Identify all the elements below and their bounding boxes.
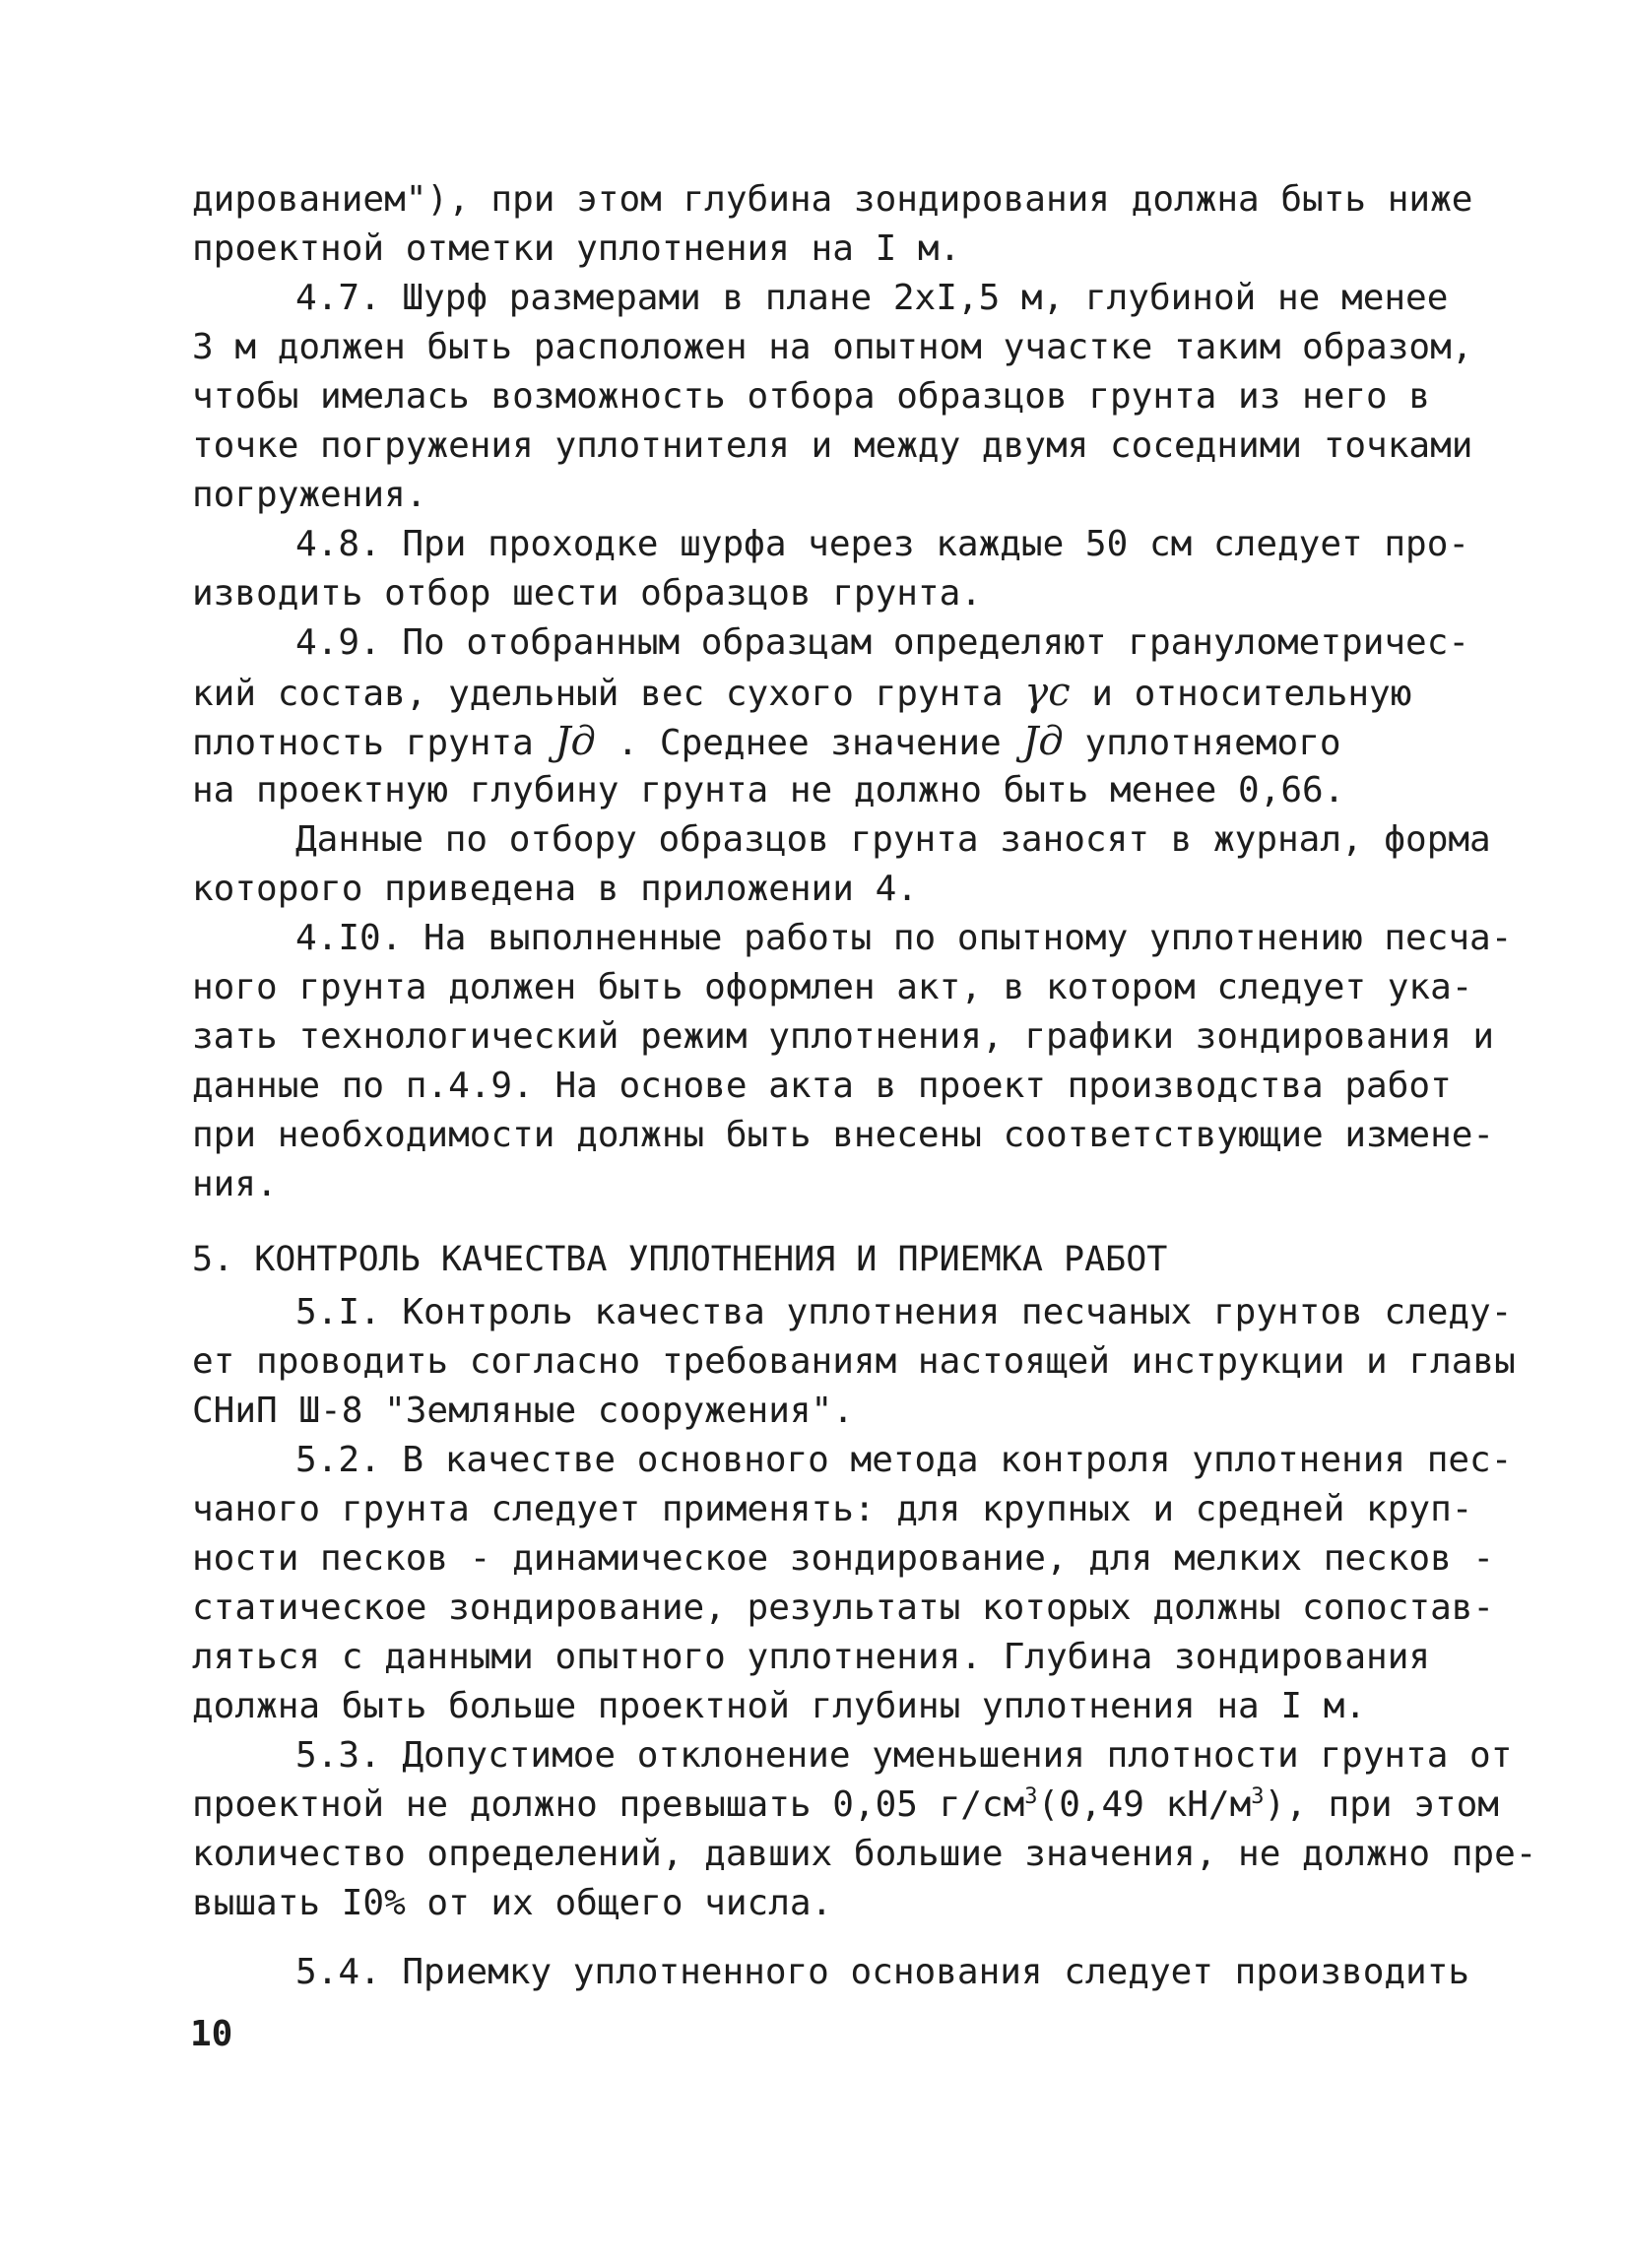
relative-density-symbol: Jд <box>1022 719 1064 764</box>
paragraph-5-2: 5.2. В качестве основного метода контроля уплотнения пес- <box>295 1440 1513 1480</box>
unit-weight-symbol: γc <box>1024 670 1071 715</box>
relative-density-symbol: Jд <box>554 719 596 764</box>
text-fragment: кий состав, удельный вес сухого грунта <box>192 674 1004 714</box>
text-fragment: проектной не должно превышать 0,05 г/см <box>192 1784 1025 1825</box>
paragraph-4-7: 4.7. Шурф размерами в плане 2xI,5 м, глубиной не менее <box>295 278 1449 318</box>
superscript: 3 <box>1251 1784 1265 1809</box>
text-line-with-symbol <box>192 717 1438 766</box>
text-line: 3 м должен быть расположен на опытном участке таким образом, <box>192 327 1473 367</box>
text-line: ния. <box>192 1164 278 1204</box>
text-fragment: ), при этом <box>1264 1784 1499 1825</box>
text-line: которого приведена в приложении 4. <box>192 869 918 909</box>
text-line: должна быть больше проектной глубины уплотнения на I м. <box>192 1686 1367 1726</box>
section-heading: 5. КОНТРОЛЬ КАЧЕСТВА УПЛОТНЕНИЯ И ПРИЕМКА РАБОТ <box>192 1240 1168 1279</box>
text-line: количество определений, давших большие значения, не должно пре- <box>192 1834 1537 1874</box>
superscript: 3 <box>1024 1784 1038 1809</box>
paragraph-4-9: 4.9. По отобранным образцам определяют гранулометричес- <box>295 622 1470 663</box>
document-page <box>192 175 1537 1997</box>
text-fragment: (0,49 кН/м <box>1037 1784 1252 1825</box>
text-line: на проектную глубину грунта не должно быть менее 0,66. <box>192 770 1345 810</box>
text-line: ет проводить согласно требованиям настоящей инструкции и главы <box>192 1341 1516 1382</box>
text-line-with-units <box>192 1781 1499 1830</box>
text-line-with-symbol <box>192 668 1438 717</box>
paragraph-4-10: 4.I0. На выполненные работы по опытному уплотнению песча- <box>295 918 1513 958</box>
text-line: изводить отбор шести образцов грунта. <box>192 573 982 614</box>
text-line: ности песков - динамическое зондирование, для мелких песков - <box>192 1538 1495 1579</box>
text-line: СНиП Ш-8 "Земляные сооружения". <box>192 1391 854 1431</box>
text-line: погружения. <box>192 475 427 515</box>
paragraph-data: Данные по отбору образцов грунта заносят в журнал, форма <box>295 819 1491 860</box>
text-line: чтобы имелась возможность отбора образцов грунта из него в <box>192 376 1431 417</box>
paragraph-5-3: 5.3. Допустимое отклонение уменьшения плотности грунта от <box>295 1735 1513 1776</box>
text-fragment: и относительную <box>1091 674 1412 714</box>
spacer <box>192 1928 1438 1948</box>
paragraph-5-1: 5.I. Контроль качества уплотнения песчаных грунтов следу- <box>295 1292 1513 1332</box>
text-line: ляться с данными опытного уплотнения. Глубина зондирования <box>192 1637 1431 1677</box>
text-line: проектной отметки уплотнения на I м. <box>192 228 961 269</box>
text-line: вышать I0% от их общего числа. <box>192 1883 833 1923</box>
paragraph-5-4: 5.4. Приемку уплотненного основания следует производить <box>295 1952 1470 1992</box>
text-fragment: плотность грунта <box>192 723 534 763</box>
text-line: чаного грунта следует применять: для крупных и средней круп- <box>192 1489 1473 1529</box>
text-line: ного грунта должен быть оформлен акт, в котором следует ука- <box>192 967 1473 1007</box>
text-line: дированием"), при этом глубина зондирования должна быть ниже <box>192 179 1473 220</box>
text-line: данные по п.4.9. На основе акта в проект производства работ <box>192 1066 1452 1106</box>
text-line: зать технологический режим уплотнения, графики зондирования и <box>192 1016 1495 1057</box>
text-fragment: уплотняемого <box>1084 723 1341 763</box>
paragraph-4-8: 4.8. При проходке шурфа через каждые 50 см следует про- <box>295 524 1470 564</box>
text-fragment: . Среднее значение <box>617 723 1002 763</box>
page-number: 10 <box>190 2014 233 2054</box>
text-line: точке погружения уплотнителя и между двумя соседними точками <box>192 425 1473 466</box>
text-line: статическое зондирование, результаты которых должны сопостав- <box>192 1588 1495 1628</box>
text-line: при необходимости должны быть внесены соответствующие измене- <box>192 1115 1495 1155</box>
